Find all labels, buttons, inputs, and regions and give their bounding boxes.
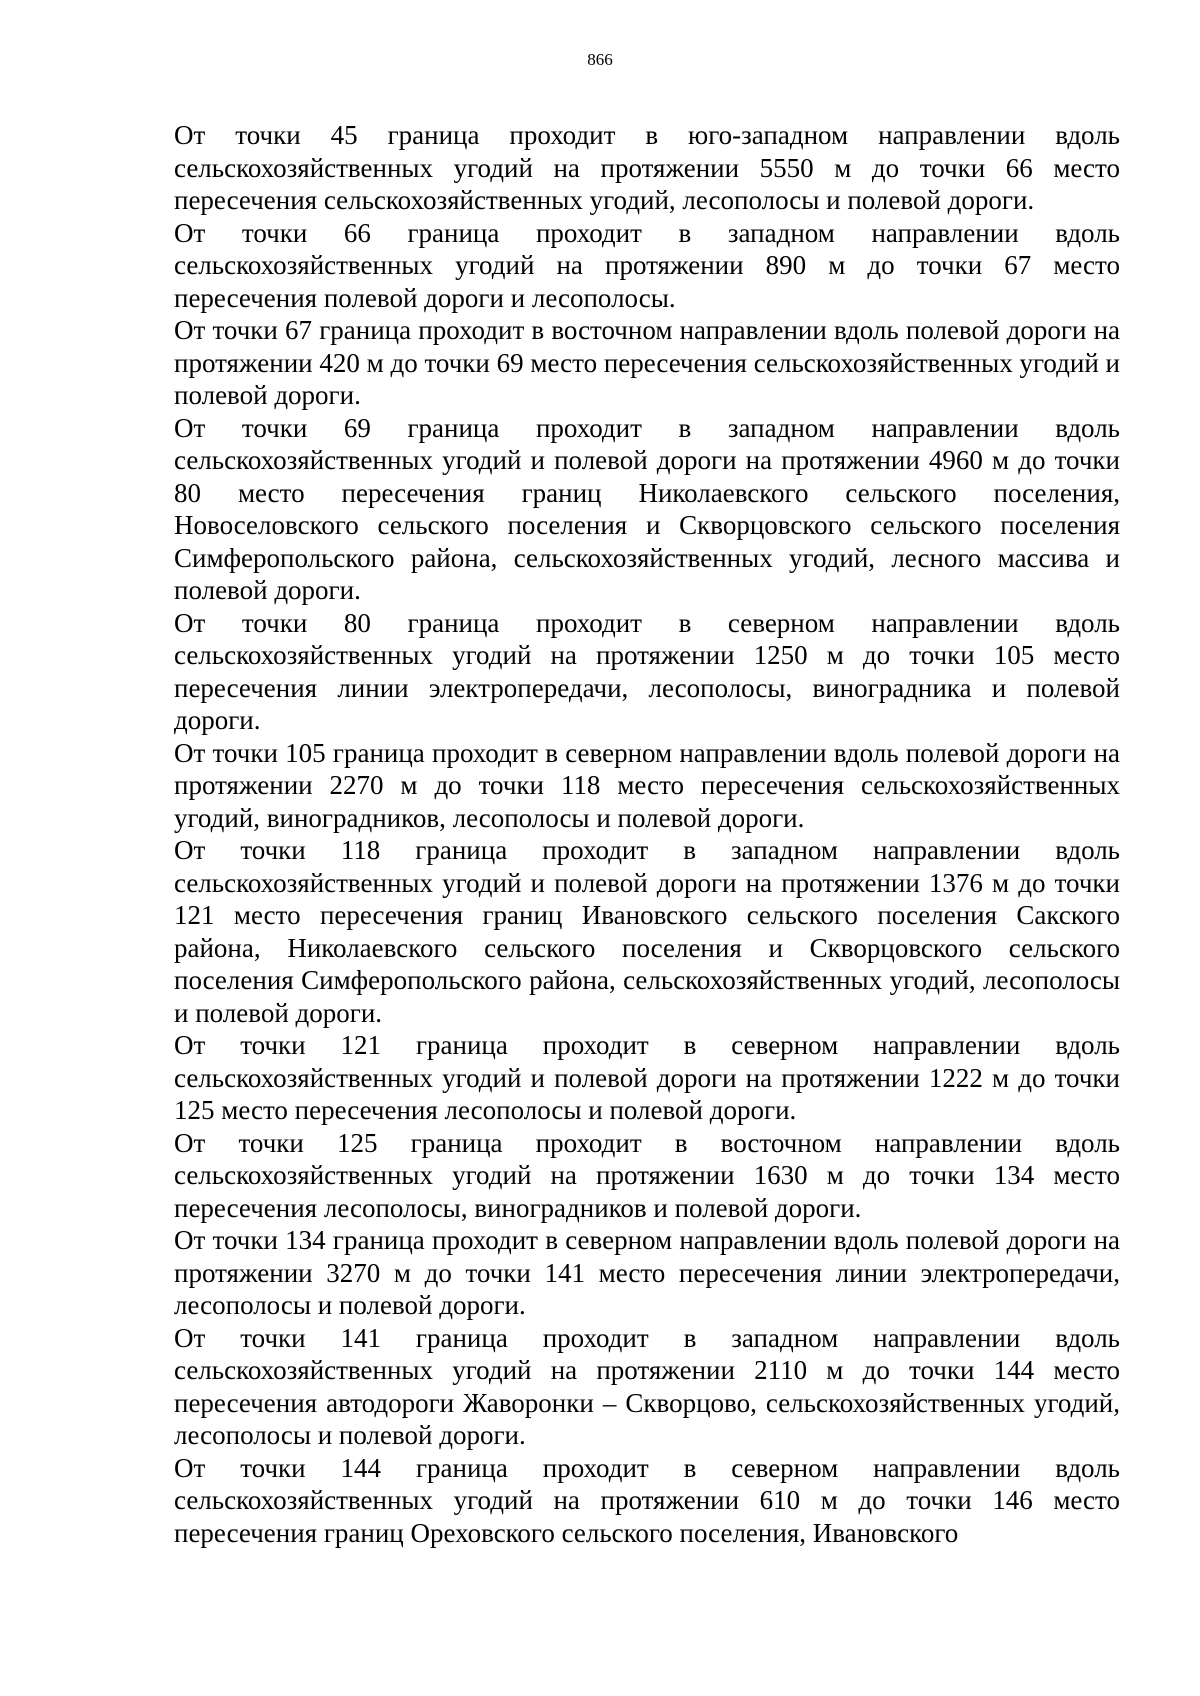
document-body — [174, 119, 1120, 1549]
paragraph-point-121: От точки 121 граница проходит в северном направлении вдоль сельскохозяйственных угодий и полевой дороги на протяжении 1222 м до точки 125 место пересечения лесополосы и полевой дороги. — [174, 1030, 1120, 1125]
paragraph-point-134: От точки 134 граница проходит в северном направлении вдоль полевой дороги на протяжении 3270 м до точки 141 место пересечения линии электропередачи, лесополосы и полевой дороги. — [174, 1225, 1120, 1320]
paragraph-point-80: От точки 80 граница проходит в северном направлении вдоль сельскохозяйственных угодий на протяжении 1250 м до точки 105 место пересечения линии электропередачи, лесополосы, виноградника и полевой дороги. — [174, 607, 1120, 735]
paragraph-point-125: От точки 125 граница проходит в восточном направлении вдоль сельскохозяйственных угодий на протяжении 1630 м до точки 134 место пересечения лесополосы, виноградников и полевой дороги. — [174, 1127, 1120, 1223]
paragraph-point-45: От точки 45 граница проходит в юго-западном направлении вдоль сельскохозяйственных угодий на протяжении 5550 м до точки 66 место пересечения сельскохозяйственных угодий, лесополосы и полевой дороги. — [174, 120, 1120, 215]
paragraph-point-67: От точки 67 граница проходит в восточном направлении вдоль полевой дороги на протяжении 420 м до точки 69 место пересечения сельскохозяйственных угодий и полевой дороги. — [174, 315, 1120, 410]
paragraph-point-69: От точки 69 граница проходит в западном направлении вдоль сельскохозяйственных угодий и полевой дороги на протяжении 4960 м до точки 80 место пересечения границ Николаевского сельского поселения, Новоселовского сельского поселения и Скворцовского сельского поселения Симферопольского района, сельскохозяйственных угодий, лесного массива и полевой дороги. — [174, 412, 1120, 605]
paragraph-point-66: От точки 66 граница проходит в западном направлении вдоль сельскохозяйственных угодий на протяжении 890 м до точки 67 место пересечения полевой дороги и лесополосы. — [174, 217, 1120, 313]
paragraph-point-141: От точки 141 граница проходит в западном направлении вдоль сельскохозяйственных угодий на протяжении 2110 м до точки 144 место пересечения автодороги Жаворонки – Скворцово, сельскохозяйственных угодий, лесополосы и полевой дороги. — [174, 1322, 1120, 1450]
paragraph-point-105: От точки 105 граница проходит в северном направлении вдоль полевой дороги на протяжении 2270 м до точки 118 место пересечения сельскохозяйственных угодий, виноградников, лесополосы и полевой дороги. — [174, 737, 1120, 833]
page-number: 866 — [587, 50, 613, 69]
paragraph-point-144: От точки 144 граница проходит в северном направлении вдоль сельскохозяйственных угодий на протяжении 610 м до точки 146 место пересечения границ Ореховского сельского поселения, Ивановского — [174, 1452, 1120, 1548]
paragraph-point-118: От точки 118 граница проходит в западном направлении вдоль сельскохозяйственных угодий и полевой дороги на протяжении 1376 м до точки 121 место пересечения границ Ивановского сельского поселения Сакского района, Николаевского сельского поселения и Скворцовского сельского поселения Симферопольского района, сельскохозяйственных угодий, лесополосы и полевой дороги. — [174, 835, 1120, 1028]
